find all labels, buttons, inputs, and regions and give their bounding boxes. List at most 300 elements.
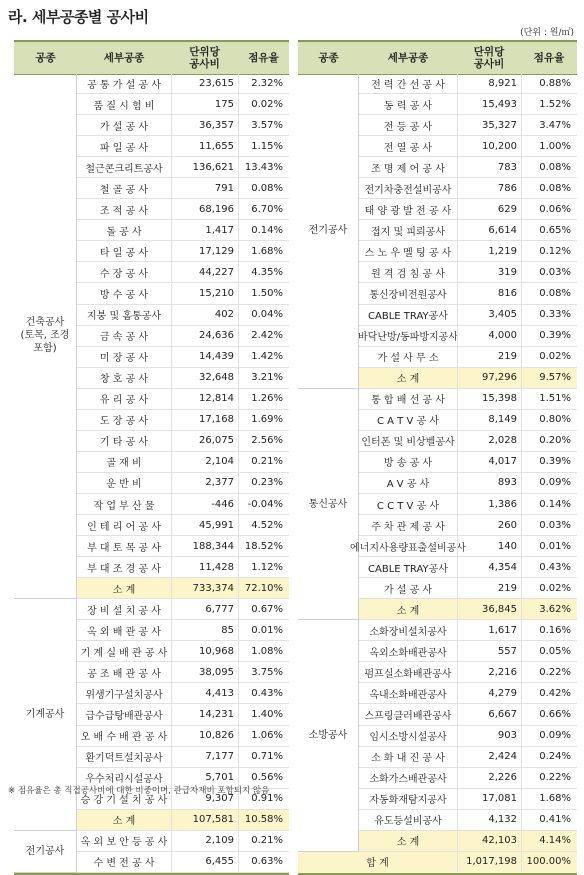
table-row <box>77 178 289 199</box>
share-percent: 0.43% <box>521 557 577 577</box>
share-percent: 1.26% <box>238 389 289 409</box>
table-row <box>77 410 289 431</box>
item-name: 태 양 광 발 전 공 사 <box>364 205 452 217</box>
item-name: 조 적 공 사 <box>99 205 149 217</box>
share-percent: 1.42% <box>238 347 289 367</box>
grand-total-cost: 1,017,198 <box>457 852 521 872</box>
unit-cost: 14,439 <box>171 347 238 367</box>
item-name: 우수처리시설공사 <box>85 774 163 786</box>
table-row <box>359 115 577 136</box>
share-percent: 0.01% <box>238 620 289 640</box>
table-row <box>359 789 577 810</box>
table-row <box>77 683 289 704</box>
share-percent: 0.39% <box>521 452 577 472</box>
right-table-header <box>298 40 577 75</box>
share-percent: 0.41% <box>521 810 577 830</box>
share-percent: 0.21% <box>238 452 289 472</box>
item-name: 승 강 기 설 치 공 사 <box>80 795 168 807</box>
share-percent: -0.04% <box>238 494 289 514</box>
unit-cost: 786 <box>457 178 521 198</box>
share-percent: 0.08% <box>238 178 289 198</box>
share-percent: 0.09% <box>521 726 577 746</box>
share-percent: 0.02% <box>521 347 577 367</box>
unit-cost: 38,095 <box>171 662 238 682</box>
item-name: 통신장비전원공사 <box>369 290 447 301</box>
unit-cost: 4,000 <box>457 326 521 346</box>
category-cell: 통신공사 <box>298 389 359 621</box>
unit-cost: 10,200 <box>457 136 521 156</box>
unit-cost: 6,614 <box>457 220 521 240</box>
unit-cost: 4,017 <box>457 452 521 472</box>
unit-cost: 557 <box>457 641 521 661</box>
share-percent: 3.75% <box>238 662 289 682</box>
share-percent: 0.20% <box>521 431 577 451</box>
unit-cost: 6,777 <box>171 599 238 619</box>
share-percent: 1.08% <box>238 641 289 661</box>
unit-cost: 36,845 <box>457 599 521 619</box>
unit-cost: 14,231 <box>171 705 238 725</box>
left-table-header <box>14 40 289 75</box>
table-row <box>359 284 577 305</box>
share-percent: 4.14% <box>521 831 577 851</box>
share-percent: 0.63% <box>238 852 289 872</box>
grand-total-label: 합 계 <box>366 858 389 870</box>
table-row <box>359 557 577 578</box>
share-percent: 0.03% <box>521 515 577 535</box>
share-percent: 0.08% <box>521 157 577 177</box>
share-percent: 3.21% <box>238 368 289 388</box>
item-name: CABLE TRAY공사 <box>368 311 448 323</box>
share-percent: 0.80% <box>521 410 577 430</box>
table-row <box>359 178 577 199</box>
item-name: 공 조 배 관 공 사 <box>87 668 161 680</box>
item-name: 인터폰 및 비상벨공사 <box>361 437 455 449</box>
unit-cost: 733,374 <box>171 578 238 598</box>
header-pct: 점유율 <box>533 52 565 64</box>
item-name: 소 화 내 진 공 사 <box>371 753 445 765</box>
share-percent: 0.33% <box>521 305 577 325</box>
unit-cost: 17,168 <box>171 410 238 430</box>
unit-cost: 15,493 <box>457 94 521 114</box>
share-percent: 0.67% <box>238 599 289 619</box>
table-row <box>359 220 577 241</box>
unit-cost: 5,701 <box>171 768 238 788</box>
table-row <box>77 284 289 305</box>
unit-cost: 11,655 <box>171 136 238 156</box>
share-percent: 2.32% <box>238 73 289 93</box>
item-name: 창 호 공 사 <box>99 374 149 386</box>
share-percent: 0.12% <box>521 241 577 261</box>
table-row <box>359 326 577 347</box>
unit-cost: 2,109 <box>171 831 238 851</box>
share-percent: 72.10% <box>238 578 289 598</box>
share-percent: 0.21% <box>238 831 289 851</box>
item-name: 전기차충전설비공사 <box>364 184 452 196</box>
category-cell: 건축공사 (토목, 조경 포함) <box>14 73 77 599</box>
share-percent: 0.65% <box>521 220 577 240</box>
item-name: 지붕 및 홈통공사 <box>87 311 161 323</box>
item-name: A V 공 사 <box>386 479 430 491</box>
unit-cost: 2,104 <box>171 452 238 472</box>
share-percent: 0.08% <box>521 178 577 198</box>
item-name: 스 노 우 멜 팅 공 사 <box>364 247 452 259</box>
unit-cost: 4,354 <box>457 557 521 577</box>
share-percent: 0.05% <box>521 641 577 661</box>
unit-cost: 2,424 <box>457 747 521 767</box>
unit-cost: 15,210 <box>171 284 238 304</box>
table-row <box>359 641 577 662</box>
unit-cost: 2,377 <box>171 473 238 493</box>
item-name: 골 재 비 <box>106 458 142 470</box>
table-row <box>77 831 289 852</box>
table-row <box>77 641 289 662</box>
share-percent: 0.56% <box>238 768 289 788</box>
unit-cost: 319 <box>457 262 521 282</box>
unit-cost: 15,398 <box>457 389 521 409</box>
table-row <box>359 431 577 452</box>
item-name: 소화장비설치공사 <box>369 626 447 638</box>
header-cat: 공종 <box>318 52 339 64</box>
unit-cost: 402 <box>171 305 238 325</box>
unit-cost: 32,648 <box>171 368 238 388</box>
share-percent: 1.68% <box>521 789 577 809</box>
share-percent: 3.57% <box>238 115 289 135</box>
table-row <box>359 620 577 641</box>
header-name: 세부공종 <box>387 52 429 64</box>
subtotal-row <box>359 599 577 620</box>
share-percent: 0.01% <box>521 536 577 556</box>
unit-cost: 2,226 <box>457 768 521 788</box>
share-percent: 0.71% <box>238 747 289 767</box>
table-row <box>359 515 577 536</box>
table-row <box>77 389 289 410</box>
item-name: 소 계 <box>112 584 136 596</box>
unit-cost: 97,296 <box>457 368 521 388</box>
table-row <box>77 136 289 157</box>
share-percent: 0.04% <box>238 305 289 325</box>
item-name: 주 차 관 제 공 사 <box>371 521 445 533</box>
table-row <box>77 305 289 326</box>
unit-cost: 629 <box>457 199 521 219</box>
item-name: 임시소방시설공사 <box>369 732 447 744</box>
table-row <box>359 494 577 515</box>
share-percent: 1.52% <box>521 94 577 114</box>
item-name: 파 일 공 사 <box>99 142 149 154</box>
item-name: 기 계 실 배 관 공 사 <box>80 647 168 659</box>
share-percent: 1.15% <box>238 136 289 156</box>
table-row <box>77 73 289 94</box>
unit-cost: 35,327 <box>457 115 521 135</box>
unit-cost: 24,636 <box>171 326 238 346</box>
share-percent: 0.02% <box>521 578 577 598</box>
item-name: 스프링클러배관공사 <box>364 711 452 722</box>
table-row <box>77 115 289 136</box>
unit-cost: 17,129 <box>171 241 238 261</box>
share-percent: 6.70% <box>238 199 289 219</box>
table-row <box>359 768 577 789</box>
unit-cost: 36,357 <box>171 115 238 135</box>
item-name: 원 격 검 침 공 사 <box>371 268 445 280</box>
item-name: 소화가스배관공사 <box>369 774 447 786</box>
item-name: 수 장 공 사 <box>99 268 149 280</box>
unit-cost: 7,177 <box>171 747 238 767</box>
table-row <box>359 241 577 262</box>
table-row <box>359 347 577 368</box>
item-name: 옥 외 보 안 등 공 사 <box>80 837 168 849</box>
unit-cost: -446 <box>171 494 238 514</box>
unit-cost: 783 <box>457 157 521 177</box>
item-name: 환기덕트설치공사 <box>85 753 163 765</box>
unit-cost: 1,617 <box>457 620 521 640</box>
share-percent: 1.06% <box>238 726 289 746</box>
share-percent: 2.56% <box>238 431 289 451</box>
item-name: 부 대 조 경 공 사 <box>87 563 161 575</box>
unit-cost: 2,028 <box>457 431 521 451</box>
item-name: 장 비 설 치 공 사 <box>87 605 161 617</box>
item-name: 자동화재탐지공사 <box>369 795 447 807</box>
category-cell: 기계공사 <box>14 599 77 831</box>
item-name: 전 열 공 사 <box>383 142 433 154</box>
table-row <box>359 94 577 115</box>
unit-cost: 175 <box>171 94 238 114</box>
share-percent: 0.91% <box>238 789 289 809</box>
share-percent: 3.62% <box>521 599 577 619</box>
unit-cost: 23,615 <box>171 73 238 93</box>
header-name: 세부공종 <box>103 52 145 64</box>
item-name: 철근콘크리트공사 <box>85 163 163 175</box>
share-percent: 0.08% <box>521 284 577 304</box>
share-percent: 0.43% <box>238 683 289 703</box>
unit-cost: 893 <box>457 473 521 493</box>
footnote: ※ 점유율은 총 직접공사비에 대한 비중이며, 관급자재비 포함되지 않음 <box>8 786 270 796</box>
share-percent: 0.14% <box>521 494 577 514</box>
unit-cost: 816 <box>457 284 521 304</box>
share-percent: 0.03% <box>521 262 577 282</box>
unit-cost: 136,621 <box>171 157 238 177</box>
share-percent: 0.23% <box>238 473 289 493</box>
category-cell: 소방공사 <box>298 620 359 852</box>
share-percent: 4.52% <box>238 515 289 535</box>
share-percent: 1.68% <box>238 241 289 261</box>
item-name: 소 계 <box>396 374 420 386</box>
share-percent: 0.22% <box>521 662 577 682</box>
share-percent: 1.51% <box>521 389 577 409</box>
table-row <box>359 452 577 473</box>
table-row <box>359 747 577 768</box>
unit-cost: 107,581 <box>171 810 238 830</box>
table-row <box>359 410 577 431</box>
item-name: C A T V 공 사 <box>377 416 439 428</box>
table-row <box>77 157 289 178</box>
unit-cost: 791 <box>171 178 238 198</box>
item-name: 옥외소화배관공사 <box>369 647 447 659</box>
unit-cost: 140 <box>457 536 521 556</box>
table-row <box>359 473 577 494</box>
unit-cost: 10,826 <box>171 726 238 746</box>
item-name: 품 질 시 험 비 <box>93 100 155 112</box>
unit-cost: 6,667 <box>457 705 521 725</box>
header-cost: 단위당 공사비 <box>473 46 505 70</box>
item-name: 미 장 공 사 <box>99 353 149 365</box>
header-cat: 공종 <box>35 52 56 64</box>
share-percent: 0.39% <box>521 326 577 346</box>
item-name: 작 업 부 산 물 <box>93 500 155 512</box>
item-name: 바닥난방/동파방지공사 <box>358 332 458 344</box>
item-name: 도 장 공 사 <box>99 416 149 428</box>
table-row <box>77 473 289 494</box>
header-pct: 점유율 <box>248 52 279 64</box>
item-name: 운 반 비 <box>106 479 142 491</box>
table-row <box>359 726 577 747</box>
table-row <box>77 220 289 241</box>
item-name: 인 테 리 어 공 사 <box>87 521 161 533</box>
item-name: C C T V 공 사 <box>376 500 440 512</box>
unit-cost: 4,413 <box>171 683 238 703</box>
grand-total-row <box>298 852 577 873</box>
table-row <box>77 347 289 368</box>
unit-cost: 2,216 <box>457 662 521 682</box>
table-row <box>359 578 577 599</box>
share-percent: 0.22% <box>521 768 577 788</box>
table-row <box>77 747 289 768</box>
unit-cost: 1,417 <box>171 220 238 240</box>
unit-cost: 10,968 <box>171 641 238 661</box>
share-percent: 0.06% <box>521 199 577 219</box>
table-row <box>77 368 289 389</box>
category-cell: 전기공사 <box>298 73 359 389</box>
share-percent: 10.58% <box>238 810 289 830</box>
share-percent: 0.02% <box>238 94 289 114</box>
item-name: 접지 및 피뢰공사 <box>371 226 445 238</box>
unit-cost: 8,921 <box>457 73 521 93</box>
item-name: 금 속 공 사 <box>99 332 149 344</box>
item-name: 유도등설비공사 <box>374 816 442 828</box>
subtotal-row <box>77 578 289 599</box>
share-percent: 2.42% <box>238 326 289 346</box>
grand-total-percent: 100.00% <box>521 852 577 872</box>
share-percent: 18.52% <box>238 536 289 556</box>
table-row <box>77 852 289 873</box>
section-title: 라. 세부공종별 공사비 <box>8 8 149 26</box>
item-name: 소 계 <box>396 605 420 617</box>
share-percent: 3.47% <box>521 115 577 135</box>
table-row <box>359 705 577 726</box>
item-name: 타 일 공 사 <box>99 247 149 259</box>
unit-cost: 11,428 <box>171 557 238 577</box>
subtotal-row <box>359 831 577 852</box>
unit-cost: 1,219 <box>457 241 521 261</box>
item-name: 기 타 공 사 <box>99 437 149 449</box>
item-name: 가 설 공 사 <box>99 121 149 133</box>
unit-cost: 3,405 <box>457 305 521 325</box>
table-row <box>77 662 289 683</box>
unit-cost: 12,814 <box>171 389 238 409</box>
table-row <box>77 199 289 220</box>
share-percent: 0.09% <box>521 473 577 493</box>
item-name: 급수급탕배관공사 <box>85 711 163 722</box>
table-row <box>359 199 577 220</box>
item-name: 위생기구설치공사 <box>85 689 163 701</box>
unit-cost: 188,344 <box>171 536 238 556</box>
item-name: 옥 외 배 관 공 사 <box>87 626 161 638</box>
share-percent: 0.66% <box>521 705 577 725</box>
unit-cost: 6,455 <box>171 852 238 872</box>
share-percent: 1.00% <box>521 136 577 156</box>
unit-cost: 4,132 <box>457 810 521 830</box>
table-row <box>350 536 577 557</box>
table-row <box>359 662 577 683</box>
unit-cost: 45,991 <box>171 515 238 535</box>
table-row <box>359 305 577 326</box>
unit-cost: 42,103 <box>457 831 521 851</box>
table-row <box>77 515 289 536</box>
share-percent: 0.24% <box>521 747 577 767</box>
item-name: 통 합 배 선 공 사 <box>371 395 445 407</box>
item-name: CABLE TRAY공사 <box>368 563 448 575</box>
table-row <box>359 683 577 704</box>
item-name: 에너지사용량표출설비공사 <box>350 542 466 554</box>
subtotal-row <box>77 810 289 831</box>
table-row <box>77 431 289 452</box>
table-row <box>77 94 289 115</box>
item-name: 돌 공 사 <box>106 226 142 238</box>
unit-cost: 4,279 <box>457 683 521 703</box>
table-row <box>359 810 577 831</box>
unit-cost: 44,227 <box>171 262 238 282</box>
table-row <box>77 536 289 557</box>
unit-cost: 8,149 <box>457 410 521 430</box>
item-name: 방 수 공 사 <box>99 290 149 301</box>
item-name: 전 력 간 선 공 사 <box>371 79 445 91</box>
table-row <box>77 494 289 515</box>
unit-cost: 9,307 <box>171 789 238 809</box>
unit-label: (단위 : 원/㎡) <box>520 28 574 38</box>
item-name: 가 설 공 사 <box>383 584 433 596</box>
table-row <box>359 389 577 410</box>
share-percent: 1.12% <box>238 557 289 577</box>
table-row <box>77 705 289 726</box>
unit-cost: 903 <box>457 726 521 746</box>
item-name: 오 배 수 배 관 공 사 <box>80 732 168 744</box>
share-percent: 0.42% <box>521 683 577 703</box>
item-name: 부 대 토 목 공 사 <box>87 542 161 554</box>
unit-cost: 219 <box>457 578 521 598</box>
item-name: 수 변 전 공 사 <box>93 858 155 870</box>
item-name: 가 설 사 무 소 <box>377 353 439 365</box>
share-percent: 0.88% <box>521 73 577 93</box>
item-name: 조 명 제 어 공 사 <box>371 163 445 175</box>
unit-cost: 260 <box>457 515 521 535</box>
table-row <box>359 136 577 157</box>
table-row <box>77 262 289 283</box>
item-name: 전 등 공 사 <box>383 121 433 133</box>
share-percent: 4.35% <box>238 262 289 282</box>
table-row <box>359 73 577 94</box>
table-row <box>77 557 289 578</box>
table-row <box>77 452 289 473</box>
unit-cost: 26,075 <box>171 431 238 451</box>
subtotal-row <box>359 368 577 389</box>
item-name: 철 골 공 사 <box>99 184 149 196</box>
share-percent: 1.50% <box>238 284 289 304</box>
category-cell: 전기공사 <box>14 831 77 873</box>
item-name: 소 계 <box>396 837 420 849</box>
item-name: 소 계 <box>112 816 136 828</box>
unit-cost: 68,196 <box>171 199 238 219</box>
table-row <box>77 241 289 262</box>
share-percent: 9.57% <box>521 368 577 388</box>
item-name: 공 통 가 설 공 사 <box>87 79 161 91</box>
